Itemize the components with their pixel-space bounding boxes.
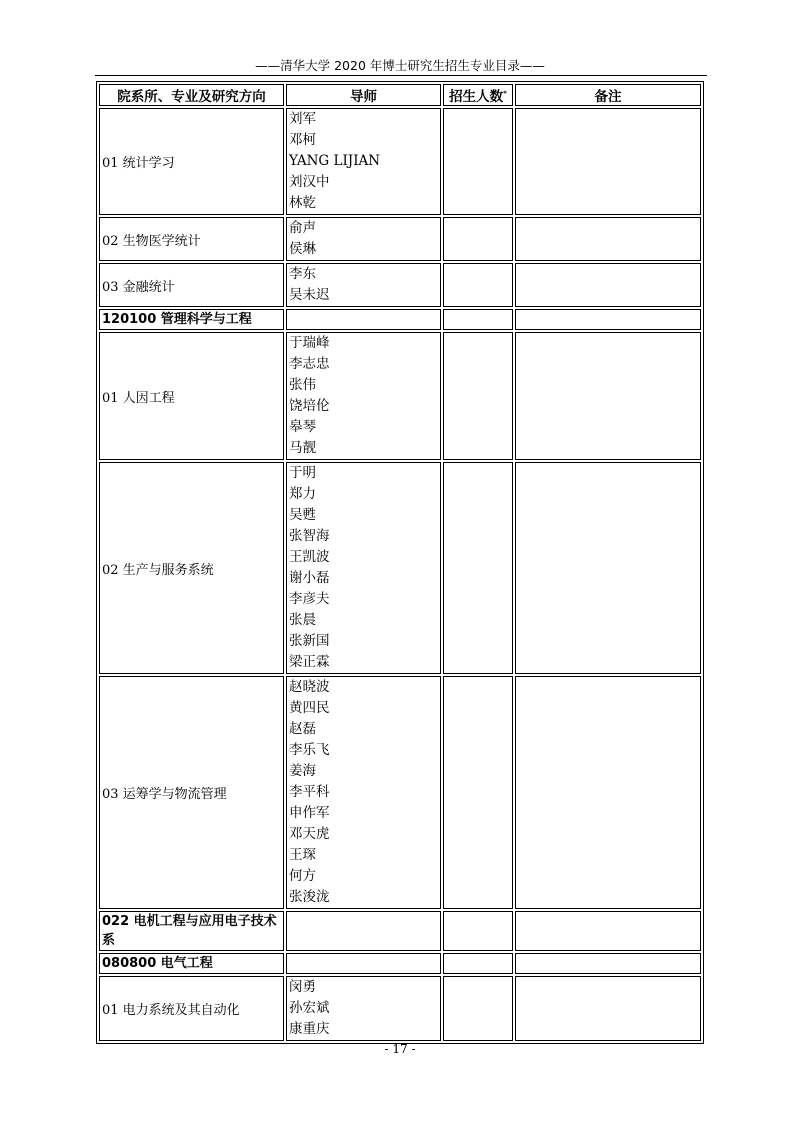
direction-cell: 01 统计学习 [99, 108, 284, 215]
quota-cell [443, 953, 513, 974]
advisor-name: 康重庆 [289, 1021, 330, 1037]
advisor-name: 张伟 [289, 377, 316, 393]
table-row [99, 263, 701, 307]
remarks-cell [515, 108, 701, 215]
remarks-cell [515, 976, 701, 1041]
table-row [99, 217, 701, 261]
quota-cell [443, 108, 513, 215]
advisor-name: 谢小磊 [289, 570, 330, 586]
table-row [99, 108, 701, 215]
advisor-cell [286, 953, 441, 974]
program-cell: 022 电机工程与应用电子技术系 [99, 911, 284, 951]
quota-cell [443, 263, 513, 307]
catalog-table [96, 81, 704, 1044]
advisor-cell [286, 217, 441, 261]
direction-cell: 03 金融统计 [99, 263, 284, 307]
advisor-name: YANG LIJIAN [289, 153, 381, 169]
advisor-name: 俞声 [289, 220, 316, 236]
advisor-cell [286, 676, 441, 909]
advisor-name: 林乾 [289, 195, 316, 211]
advisor-name: 赵磊 [289, 721, 316, 737]
quota-cell [443, 676, 513, 909]
page-number: - 17 - [384, 1042, 416, 1056]
column-header-quota [443, 84, 513, 106]
table-row [99, 676, 701, 909]
advisor-name: 于明 [289, 465, 316, 481]
quota-label: 招生人数 [449, 89, 504, 105]
remarks-cell [515, 911, 701, 951]
advisor-name: 李东 [289, 266, 316, 282]
advisor-name: 张浚泷 [289, 889, 330, 905]
direction-cell: 01 人因工程 [99, 332, 284, 460]
remarks-cell [515, 953, 701, 974]
quota-cell [443, 309, 513, 330]
column-header-remarks: 备注 [515, 84, 701, 106]
advisor-name: 吴未迟 [289, 287, 330, 303]
advisor-cell [286, 263, 441, 307]
advisor-name: 李乐飞 [289, 742, 330, 758]
column-header-program: 院系所、专业及研究方向 [99, 84, 284, 106]
direction-cell: 03 运筹学与物流管理 [99, 676, 284, 909]
advisor-cell [286, 911, 441, 951]
table-row [99, 911, 701, 951]
advisor-name: 饶培伦 [289, 398, 330, 414]
advisor-name: 李志忠 [289, 356, 330, 372]
advisor-cell [286, 976, 441, 1041]
remarks-cell [515, 462, 701, 674]
advisor-name: 张新国 [289, 633, 330, 649]
quota-cell [443, 217, 513, 261]
header-rule [95, 75, 707, 76]
advisor-name: 何方 [289, 868, 316, 884]
advisor-cell [286, 462, 441, 674]
advisor-name: 梁正霖 [289, 654, 330, 670]
advisor-name: 邓天虎 [289, 826, 330, 842]
advisor-name: 邓柯 [289, 132, 316, 148]
table-row [99, 462, 701, 674]
quota-cell [443, 976, 513, 1041]
table-row [99, 309, 701, 330]
direction-cell: 02 生产与服务系统 [99, 462, 284, 674]
advisor-name: 王琛 [289, 847, 316, 863]
table-row [99, 332, 701, 460]
quota-cell [443, 911, 513, 951]
advisor-name: 王凯波 [289, 549, 330, 565]
advisor-name: 黄四民 [289, 700, 330, 716]
advisor-name: 申作军 [289, 805, 330, 821]
quota-cell [443, 332, 513, 460]
advisor-name: 皋琴 [289, 419, 316, 435]
remarks-cell [515, 217, 701, 261]
advisor-name: 吴甦 [289, 507, 316, 523]
advisor-name: 李平科 [289, 784, 330, 800]
remarks-cell [515, 309, 701, 330]
advisor-name: 孙宏斌 [289, 1000, 330, 1016]
table-row [99, 976, 701, 1041]
table-body [99, 108, 701, 1041]
advisor-cell [286, 332, 441, 460]
program-cell: 080800 电气工程 [99, 953, 284, 974]
advisor-name: 侯琳 [289, 241, 316, 257]
remarks-cell [515, 332, 701, 460]
advisor-name: 姜海 [289, 763, 316, 779]
program-cell: 120100 管理科学与工程 [99, 309, 284, 330]
direction-cell: 01 电力系统及其自动化 [99, 976, 284, 1041]
table-row [99, 953, 701, 974]
advisor-name: 闵勇 [289, 979, 316, 995]
advisor-cell [286, 108, 441, 215]
running-header: ——清华大学 2020 年博士研究生招生专业目录—— [255, 58, 545, 73]
advisor-name: 张晨 [289, 612, 316, 628]
advisor-name: 张智海 [289, 528, 330, 544]
advisor-name: 马靓 [289, 440, 316, 456]
advisor-name: 赵晓波 [289, 679, 330, 695]
remarks-cell [515, 676, 701, 909]
remarks-cell [515, 263, 701, 307]
direction-cell: 02 生物医学统计 [99, 217, 284, 261]
quota-footnote-mark: * [503, 89, 507, 98]
column-header-advisor: 导师 [286, 84, 441, 106]
advisor-name: 李彦夫 [289, 591, 330, 607]
quota-cell [443, 462, 513, 674]
advisor-name: 郑力 [289, 486, 316, 502]
advisor-name: 刘汉中 [289, 174, 330, 190]
advisor-cell [286, 309, 441, 330]
advisor-name: 于瑞峰 [289, 335, 330, 351]
table-header-row [99, 84, 701, 106]
advisor-name: 刘军 [289, 111, 316, 127]
